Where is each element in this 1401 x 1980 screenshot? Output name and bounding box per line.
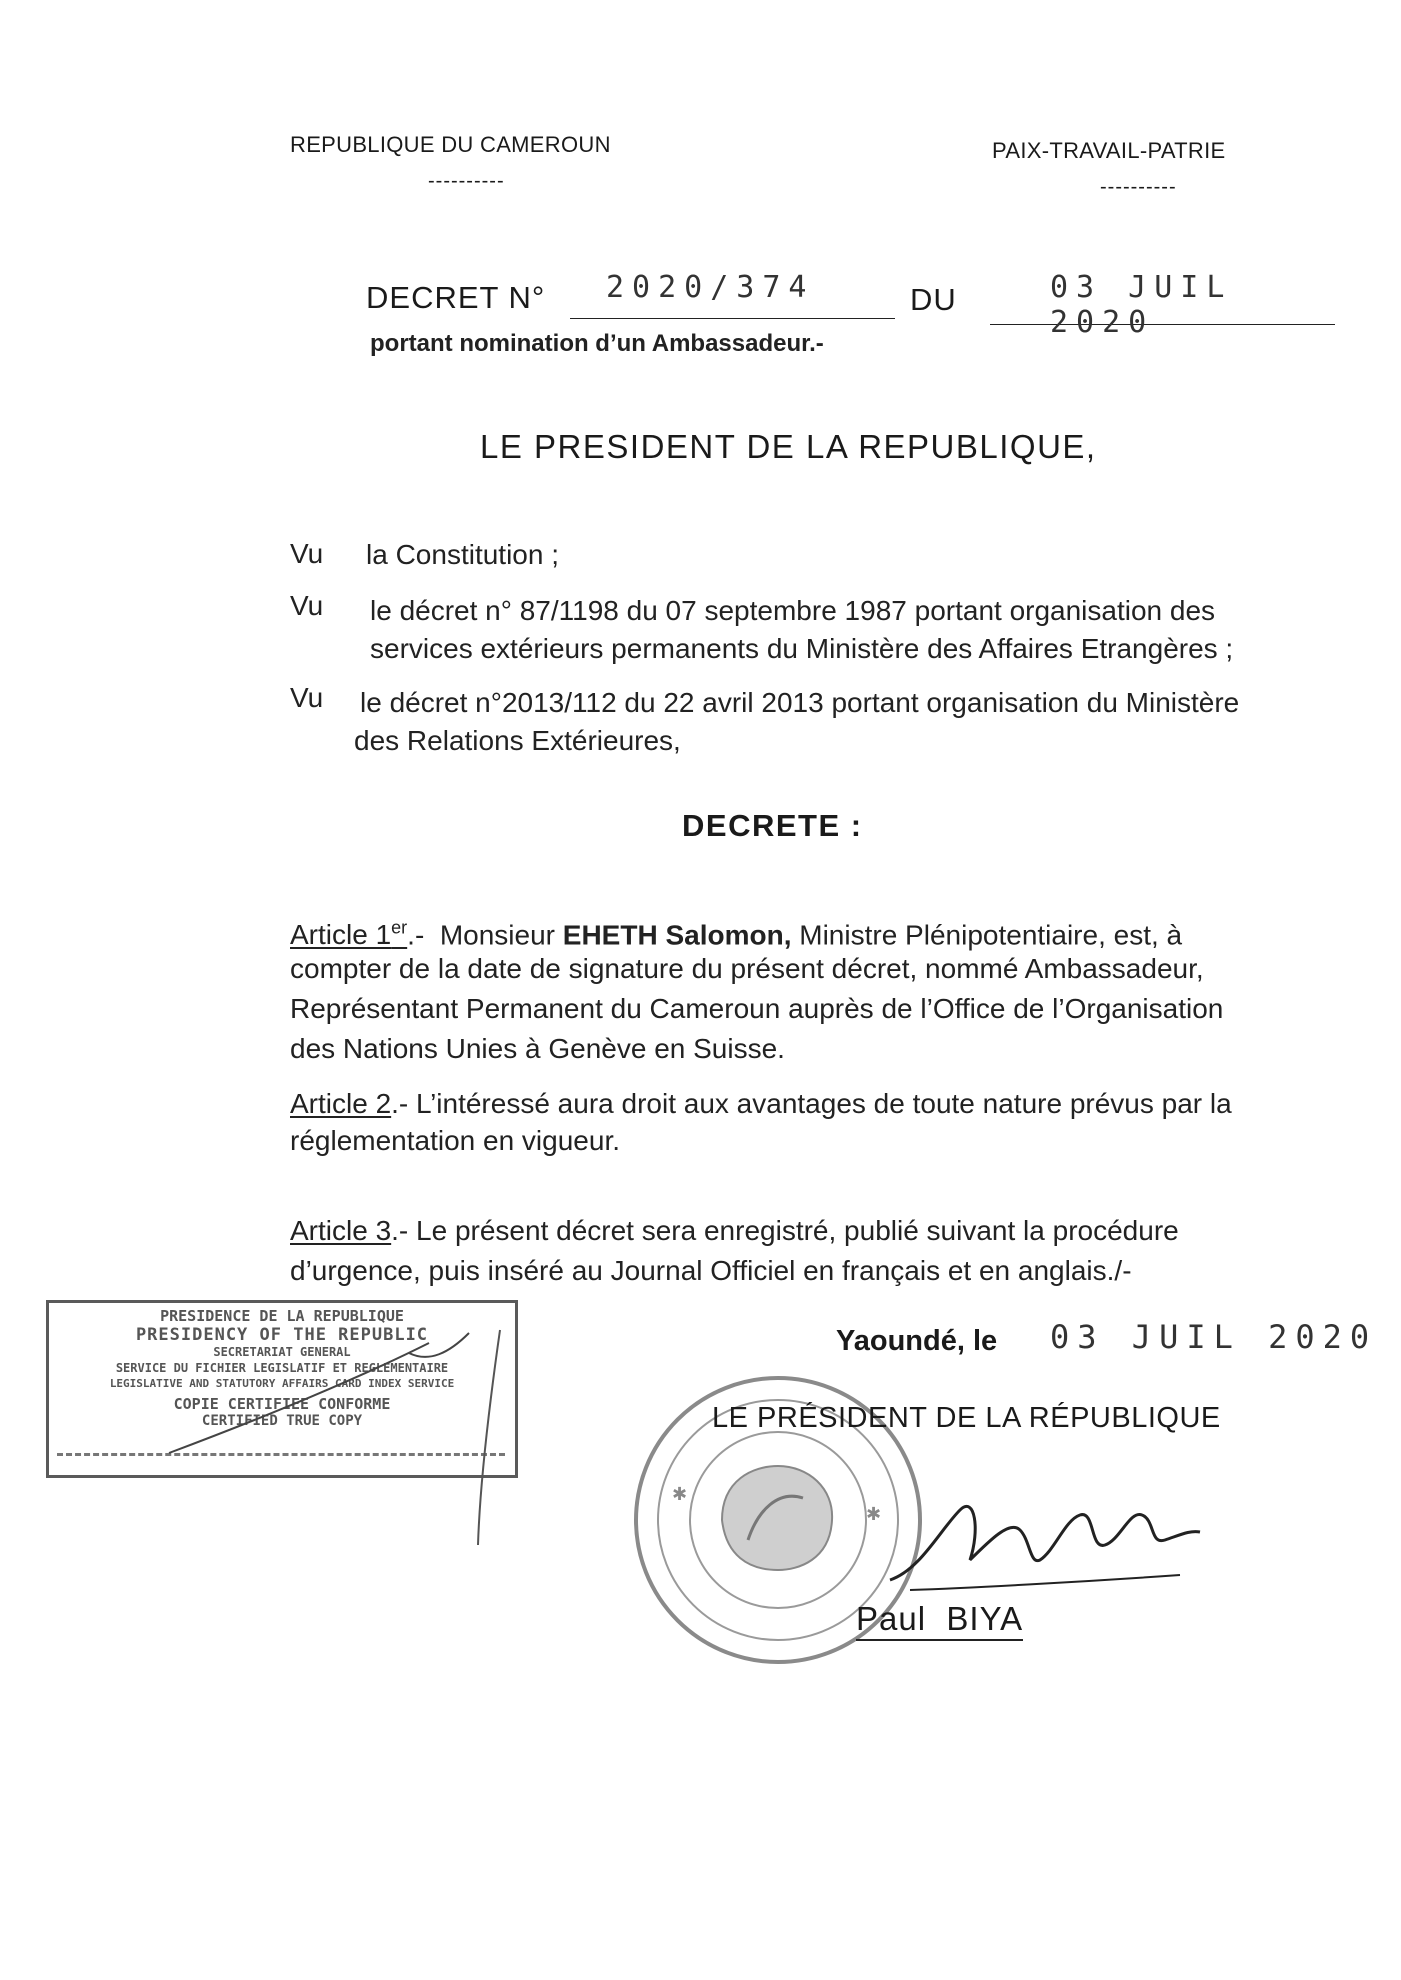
header-right: PAIX-TRAVAIL-PATRIE [992, 138, 1226, 163]
stamp-stroke [470, 1320, 530, 1560]
decree-du: DU [910, 282, 957, 317]
vu-label: Vu [290, 538, 324, 569]
decrete-heading: DECRETE : [682, 808, 863, 843]
header-right-separator: ---------- [1100, 176, 1177, 198]
article-2-line: réglementation en vigueur. [290, 1125, 620, 1156]
decree-prefix: DECRET N° [366, 280, 546, 315]
consideration-text: la Constitution ; [366, 539, 559, 570]
stamp-signature-scribble [49, 1303, 515, 1475]
vu-label: Vu [290, 590, 324, 621]
article-1: Article 1er.- Monsieur EHETH Salomon, Ministre Plénipotentiaire, est, à [290, 918, 1183, 951]
decree-number-field [570, 268, 895, 319]
consideration-text: le décret n°2013/112 du 22 avril 2013 portant organisation du Ministère [360, 687, 1240, 718]
certified-copy-stamp: PRESIDENCE DE LA REPUBLIQUE PRESIDENCY OF THE REPUBLIC SECRETARIAT GENERAL SERVICE DU FICHIER LEGISLATIF ET REGLEMENTAIRE LEGISLATIVE AND STATUTORY AFFAIRS CARD INDEX SERVICE COPIE CERTIFIEE CONFORME CERTIFIED TRUE COPY [46, 1300, 518, 1478]
header-left: REPUBLIQUE DU CAMEROUN [290, 132, 611, 157]
signatory-name: Paul BIYA [856, 1600, 1023, 1641]
article-2: Article 2.- L’intéressé aura droit aux avantages de toute nature prévus par la [290, 1088, 1232, 1119]
signature-title: LE PRÉSIDENT DE LA RÉPUBLIQUE [712, 1402, 1221, 1434]
svg-text:✱: ✱ [672, 1484, 688, 1505]
consideration-text: services extérieurs permanents du Ministère des Affaires Etrangères ; [370, 633, 1234, 664]
appointee-name: EHETH Salomon, [562, 919, 792, 951]
signature-place: Yaoundé, le [836, 1325, 998, 1357]
authority-heading: LE PRESIDENT DE LA REPUBLIQUE, [480, 428, 1097, 465]
article-1-line: des Nations Unies à Genève en Suisse. [290, 1033, 785, 1064]
article-2-label: Article 2 [290, 1088, 392, 1119]
consideration-text: des Relations Extérieures, [354, 725, 681, 756]
article-1-line: compter de la date de signature du présent décret, nommé Ambassadeur, [290, 953, 1204, 984]
decree-number: 2020/374 [606, 270, 815, 305]
signature-date: 03 JUIL 2020 [1050, 1318, 1378, 1356]
article-1-line: Représentant Permanent du Cameroun auprès de l’Office de l’Organisation [290, 993, 1224, 1024]
article-1-label: Article 1er [290, 918, 408, 951]
decree-date-field [990, 270, 1335, 340]
svg-text:✱: ✱ [866, 1504, 882, 1525]
header-left-separator: ---------- [428, 170, 505, 192]
article-3-label: Article 3 [290, 1215, 392, 1246]
decree-date: 03 JUIL 2020 [1050, 270, 1233, 340]
article-3: Article 3.- Le présent décret sera enregistré, publié suivant la procédure [290, 1215, 1179, 1246]
decree-subtitle: portant nomination d’un Ambassadeur.- [370, 330, 824, 357]
handwritten-signature [880, 1470, 1210, 1610]
article-3-line: d’urgence, puis inséré au Journal Officiel en français et en anglais./- [290, 1255, 1132, 1286]
consideration-text: le décret n° 87/1198 du 07 septembre 1987 portant organisation des [370, 595, 1216, 626]
vu-label: Vu [290, 682, 324, 713]
